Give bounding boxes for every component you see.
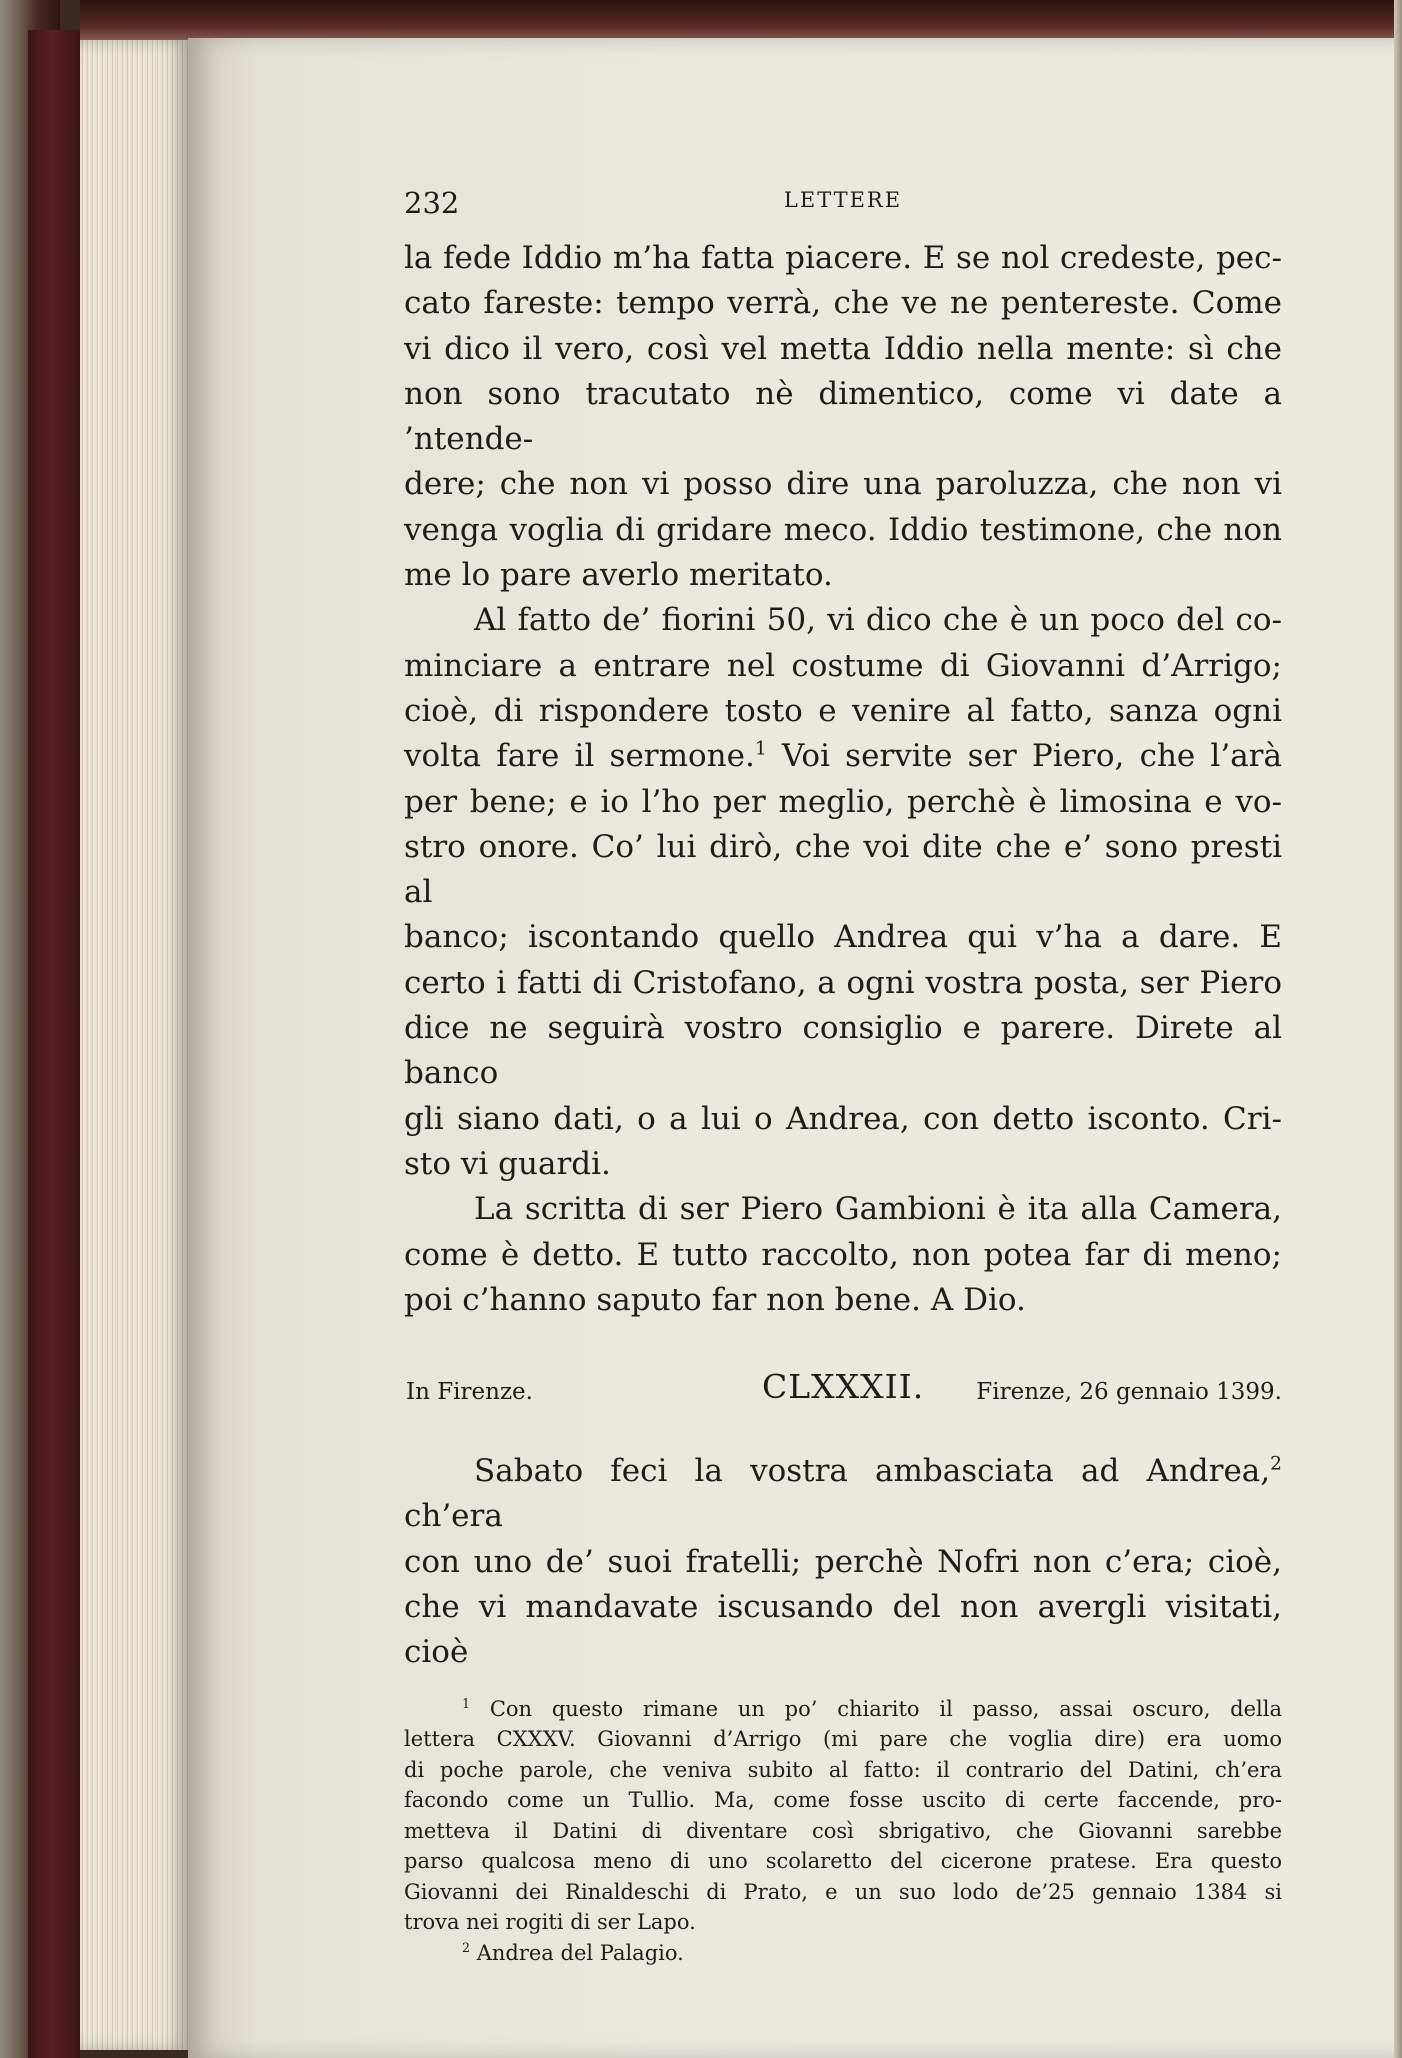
text-line: poi c’hanno saputo far non bene. A Dio. (404, 1281, 1026, 1318)
letter-heading (404, 1367, 1282, 1427)
text-fragment: Voi servite ser Piero, che l’arà (781, 738, 1282, 775)
text-line: Al fatto de’ fiorini 50, vi dico che è un poco del co- (474, 602, 1282, 639)
footnote-1-line: facondo come un Tullio. Ma, come fosse uscito di certe faccende, pro- (404, 1788, 1282, 1813)
text-line: venga voglia di gridare meco. Iddio testimone, che non (404, 511, 1282, 548)
text-line: gli siano dati, o a lui o Andrea, con detto isconto. Cri- (404, 1100, 1282, 1137)
paragraph-4 (404, 1449, 1282, 1675)
text-fragment: ch’era (404, 1498, 503, 1535)
text-line-with-note (404, 1449, 1282, 1540)
page-number: 232 (404, 186, 460, 220)
footnote-1-line: trova nei rogiti di ser Lapo. (404, 1910, 696, 1935)
text-line: con uno de’ suoi fratelli; perchè Nofri non c’era; cioè, (404, 1543, 1282, 1580)
footnotes (404, 1694, 1282, 1969)
book-cover-board (28, 30, 80, 2058)
footnote-1-line (404, 1694, 1282, 1725)
footnote-mark-1: 1 (462, 1695, 471, 1711)
text-line: certo i fatti di Cristofano, a ogni vostra posta, ser Piero (404, 964, 1282, 1001)
footnote-1-line: Giovanni dei Rinaldeschi di Prato, e un suo lodo de’25 gennaio 1384 si (404, 1879, 1282, 1904)
text-fragment: Andrea del Palagio. (476, 1940, 684, 1965)
footnote-1-line: metteva il Datini di diventare così sbrigativo, che Giovanni sarebbe (404, 1818, 1282, 1843)
page-right-edge (1394, 0, 1402, 2058)
text-line: per bene; e io l’ho per meglio, perchè è limosina e vo- (404, 783, 1282, 820)
text-line: che vi mandavate iscusando del non avergli visitati, cioè (404, 1589, 1282, 1671)
text-line: cato fareste: tempo verrà, che ve ne pentereste. Come (404, 285, 1282, 322)
footnote-mark-2: 2 (462, 1939, 471, 1955)
text-line: non sono tracutato nè dimentico, come vi date a ’ntende- (404, 375, 1282, 458)
paragraph-3 (404, 1187, 1282, 1323)
text-line: la fede Iddio m’ha fatta piacere. E se nol credeste, pec- (404, 240, 1282, 276)
running-title: LETTERE (783, 188, 903, 212)
footnote-1-line: di poche parole, che veniva subito al fatto: il contrario del Datini, ch’era (404, 1757, 1282, 1782)
text-fragment: volta fare il sermone. (404, 738, 755, 775)
text-line: banco; iscontando quello Andrea qui v’ha a dare. E (404, 919, 1282, 956)
text-line: stro onore. Co’ lui dirò, che voi dite che e’ sono presti al (404, 828, 1282, 911)
footnote-ref-2: 2 (1270, 1453, 1282, 1475)
text-fragment: Sabato feci la vostra ambasciata ad Andrea, (474, 1453, 1271, 1490)
text-line: sto vi guardi. (404, 1145, 611, 1182)
footnote-1-line: parso qualcosa meno di uno scolaretto del cicerone pratese. Era questo (404, 1849, 1282, 1874)
text-line-with-note (404, 734, 1282, 779)
text-line: come è detto. E tutto raccolto, non potea far di meno; (404, 1236, 1282, 1273)
letter-address: In Firenze. (406, 1379, 533, 1406)
footnote-ref-1: 1 (754, 738, 767, 760)
page-edges (80, 40, 190, 2050)
text-line: minciare a entrare nel costume di Giovanni d’Arrigo; (404, 647, 1282, 684)
text-line: vi dico il vero, così vel metta Iddio nella mente: sì che (404, 330, 1282, 367)
text-line: dice ne seguirà vostro consiglio e parere. Direte al banco (404, 1010, 1282, 1092)
text-line: dere; che non vi posso dire una paroluzza, che non vi (404, 466, 1282, 503)
letter-date: Firenze, 26 gennaio 1399. (976, 1379, 1282, 1406)
text-line: me lo pare averlo meritato. (404, 557, 833, 594)
text-fragment: Con questo rimane un po’ chiarito il passo, assai oscuro, della (489, 1696, 1282, 1721)
text-line: cioè, di rispondere tosto e venire al fatto, sanza ogni (404, 692, 1282, 729)
page-content (404, 186, 1282, 1968)
running-head (404, 186, 1282, 226)
footnote-2 (404, 1938, 1282, 1969)
paragraph-2 (404, 598, 1282, 1187)
letter-number: CLXXXII. (762, 1367, 925, 1407)
paragraph-1 (404, 236, 1282, 598)
text-line: La scritta di ser Piero Gambioni è ita alla Camera, (474, 1191, 1282, 1228)
footnote-1-line: lettera CXXXV. Giovanni d’Arrigo (mi pare che voglia dire) era uomo (404, 1727, 1282, 1752)
